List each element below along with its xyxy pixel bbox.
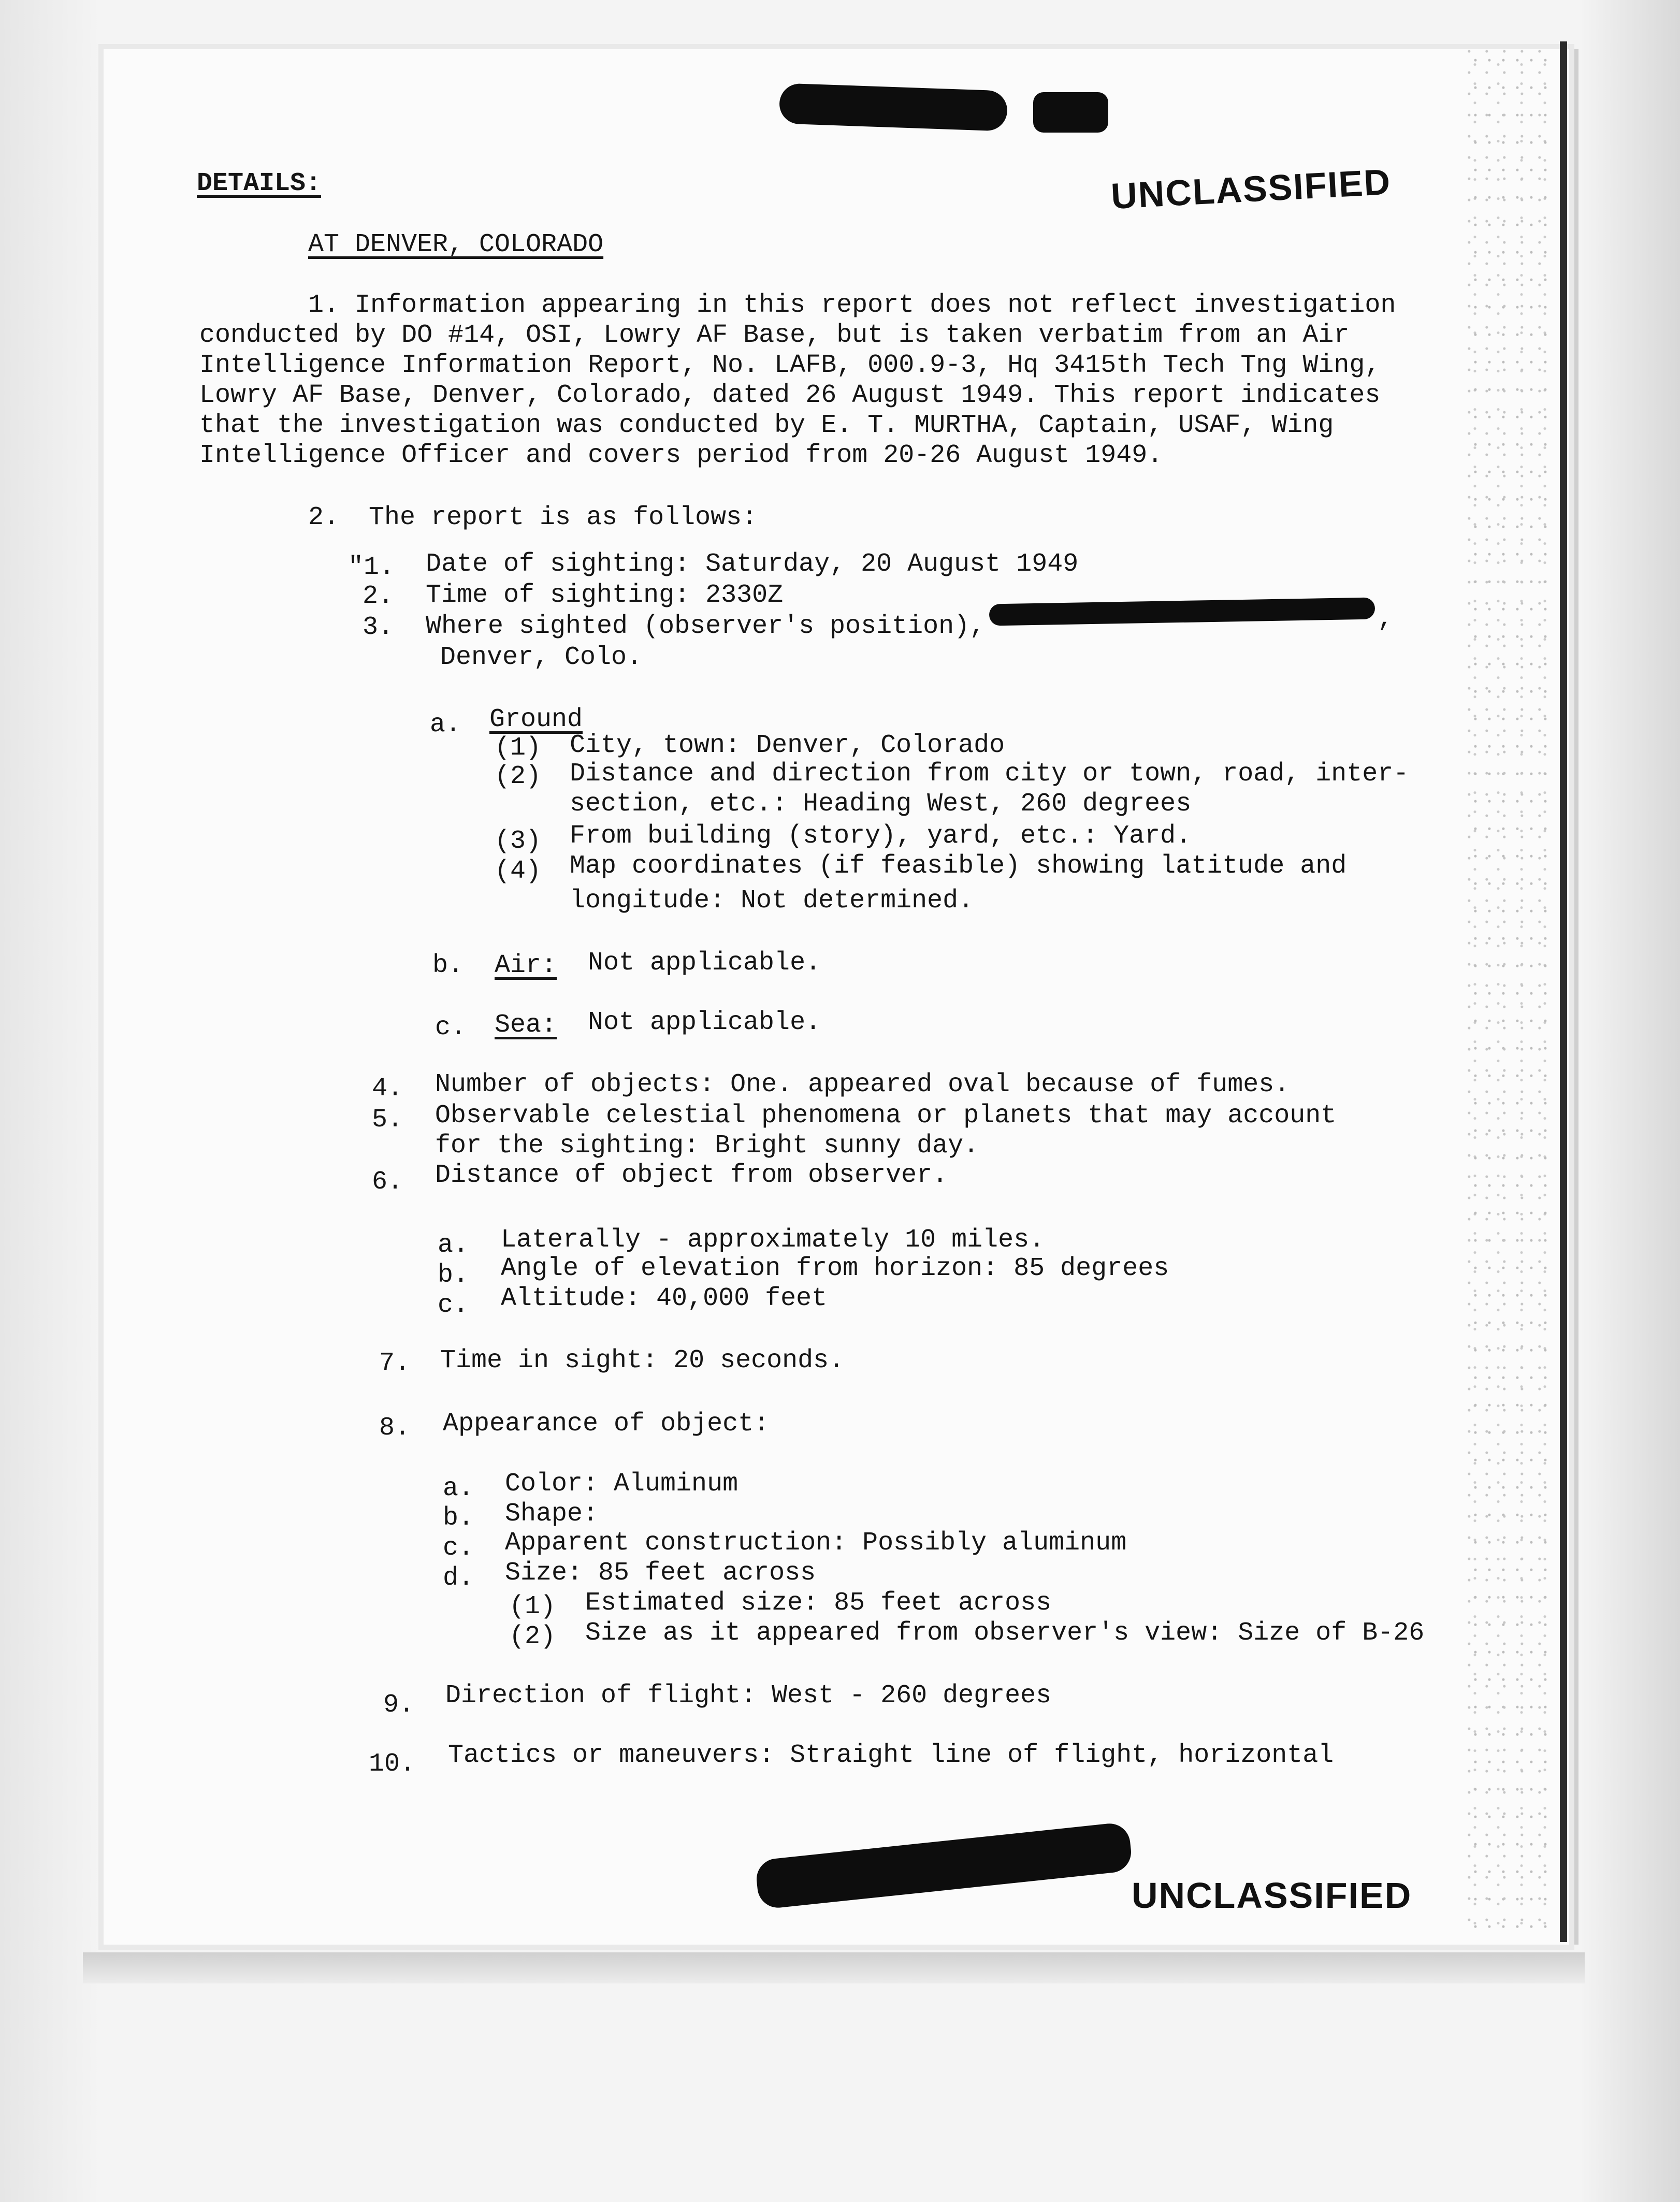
item-number: "1.: [348, 553, 395, 582]
sub-letter: a.: [443, 1474, 474, 1503]
sub-letter: c.: [438, 1291, 469, 1320]
item-text: Tactics or maneuvers: Straight line of flight, horizontal: [448, 1741, 1334, 1770]
sub-text: Laterally - approximately 10 miles.: [501, 1225, 1045, 1255]
air-value: Not applicable.: [588, 948, 821, 978]
item-number: 4.: [372, 1074, 403, 1104]
sub-text: Altitude: 40,000 feet: [501, 1284, 828, 1313]
redaction-bar: [779, 83, 1008, 131]
sub-number: (1): [495, 733, 542, 763]
item-text: Denver, Colo.: [440, 643, 643, 672]
air-label: Air:: [495, 951, 557, 980]
sub-letter: d.: [443, 1563, 474, 1593]
paragraph-line: 1. Information appearing in this report does not reflect investigation: [308, 291, 1396, 320]
item-number: 5.: [372, 1105, 403, 1135]
sub-text: Size as it appeared from observer's view: Size of B-26: [585, 1618, 1425, 1648]
classification-stamp-top: UNCLASSIFIED: [1110, 161, 1392, 217]
item-text: Observable celestial phenomena or planets that may account: [435, 1101, 1337, 1131]
sub-text: Shape:: [505, 1499, 599, 1529]
sub-text: City, town: Denver, Colorado: [570, 731, 1005, 760]
paragraph-2-text: The report is as follows:: [369, 503, 758, 532]
item-text: Time of sighting: 2330Z: [426, 581, 784, 610]
page-shadow: [83, 1952, 1585, 1983]
redaction-bar: [1033, 92, 1108, 133]
sub-letter: a.: [438, 1230, 469, 1260]
sub-number: (2): [509, 1622, 556, 1651]
item-text: Where sighted (observer's position),: [426, 612, 986, 641]
sub-text: Angle of elevation from horizon: 85 degrees: [501, 1254, 1169, 1283]
sub-number: (2): [495, 762, 542, 791]
item-number: 6.: [372, 1167, 403, 1197]
paragraph-2-number: 2.: [308, 503, 340, 532]
sub-number: (1): [509, 1592, 556, 1621]
sub-text: Distance and direction from city or town, road, inter-: [570, 759, 1409, 789]
sub-letter: a.: [430, 710, 461, 740]
sub-text: Size: 85 feet across: [505, 1558, 816, 1588]
paragraph-line: Intelligence Information Report, No. LAFB, 000.9-3, Hq 3415th Tech Tng Wing,: [199, 351, 1381, 380]
item-text: for the sighting: Bright sunny day.: [435, 1131, 979, 1161]
paragraph-line: Lowry AF Base, Denver, Colorado, dated 26 August 1949. This report indicates: [199, 381, 1381, 410]
paragraph-line: Intelligence Officer and covers period from 20-26 August 1949.: [199, 441, 1163, 470]
location-heading: AT DENVER, COLORADO: [308, 230, 604, 259]
sub-text: From building (story), yard, etc.: Yard.: [570, 821, 1192, 851]
item-number: 2.: [363, 582, 394, 611]
item-number: 9.: [383, 1690, 415, 1720]
sea-value: Not applicable.: [588, 1008, 821, 1037]
item-text: Number of objects: One. appeared oval because of fumes.: [435, 1070, 1290, 1099]
sub-text: Apparent construction: Possibly aluminum: [505, 1528, 1127, 1558]
item-text-tail: ,: [1378, 604, 1394, 634]
item-text: Appearance of object:: [443, 1409, 770, 1439]
sea-label: Sea:: [495, 1010, 557, 1040]
sub-text: Color: Aluminum: [505, 1469, 738, 1499]
item-text: Distance of object from observer.: [435, 1161, 948, 1190]
sub-text: Map coordinates (if feasible) showing latitude and: [570, 851, 1347, 881]
sub-text: longitude: Not determined.: [570, 886, 974, 916]
item-number: 8.: [379, 1413, 411, 1443]
classification-stamp-bottom: UNCLASSIFIED: [1132, 1875, 1412, 1916]
item-text: Time in sight: 20 seconds.: [440, 1346, 845, 1375]
sub-letter: b.: [443, 1503, 474, 1533]
paragraph-line: conducted by DO #14, OSI, Lowry AF Base, but is taken verbatim from an Air: [199, 321, 1350, 350]
sub-letter: c.: [443, 1533, 474, 1563]
sub-number: (3): [495, 827, 542, 856]
sub-number: (4): [495, 857, 542, 886]
paragraph-line: that the investigation was conducted by E. T. MURTHA, Captain, USAF, Wing: [199, 411, 1334, 440]
sub-text: Estimated size: 85 feet across: [585, 1588, 1052, 1618]
ground-label: Ground: [489, 705, 583, 734]
item-number: 10.: [369, 1749, 416, 1779]
details-heading: DETAILS:: [197, 169, 322, 198]
sub-text: section, etc.: Heading West, 260 degrees: [570, 789, 1192, 819]
item-text: Date of sighting: Saturday, 20 August 1949: [426, 549, 1079, 579]
sub-letter: b.: [432, 951, 464, 980]
scan-noise: [1466, 49, 1554, 1939]
page-edge: [1560, 41, 1567, 1942]
item-number: 7.: [379, 1349, 411, 1378]
sub-letter: c.: [435, 1013, 467, 1042]
item-number: 3.: [363, 613, 394, 642]
sub-letter: b.: [438, 1261, 469, 1290]
item-text: Direction of flight: West - 260 degrees: [445, 1681, 1052, 1711]
